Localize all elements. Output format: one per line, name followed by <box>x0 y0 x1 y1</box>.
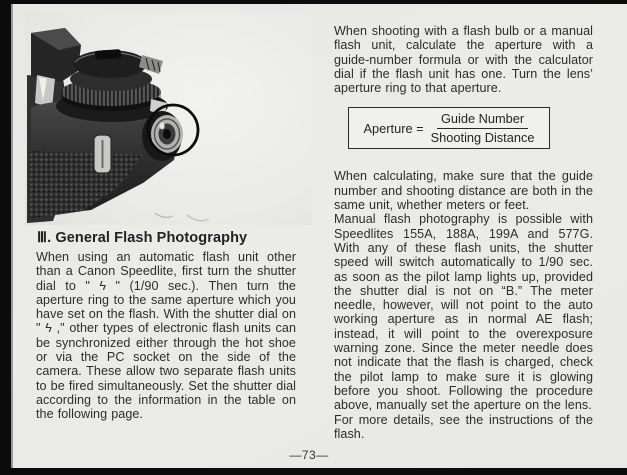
right-paragraph-3: Manual flash photography is possible with Speedlites 155A, 188A, 199A and 577G. With any of these flash units, the shutter speed will switch automatically to 1/90 sec. as soon as the pilot lamp lights up, provided the shutter dial is not on “B.” The meter needle, however, will not point to the auto working aperture as in normal AE flash; instead, it will point to the overexposure warning zone. Since the meter needle does not indicate that the flash is charged, check the pilot lamp to make sure it is glowing before you shoot. Following the procedure above, manually set the aperture on the lens. <box>334 212 593 413</box>
manual-page <box>11 4 627 468</box>
page-number: —73— <box>289 448 329 462</box>
formula-fraction <box>431 111 535 146</box>
left-column-paragraph: When using an automatic flash unit other than a Canon Speedlite, first turn the shutter dial to " ϟ " (1/90 sec.). Then turn the aperture ring to the same aperture which you have set on the flash. With the shutter dial on " ϟ ," other types of electronic flash units can be synchronized either through the hot shoe or via the PC socket on the side of the camera. These allow two separate flash units to be fired simultaneously. Set the shutter dial according to the information in the table on the following page. <box>36 250 296 422</box>
right-paragraph-4: For more details, see the instructions of the flash. <box>334 412 593 441</box>
pc-socket-glint <box>159 123 164 130</box>
formula-denominator: Shooting Distance <box>430 129 535 145</box>
dial-top-tab <box>95 49 122 60</box>
right-paragraph-2: When calculating, make sure that the guide number and shooting distance are both in the same unit, whether meters or feet. <box>334 169 593 213</box>
pc-socket-hole <box>163 129 171 139</box>
formula-lhs: Aperture = <box>363 120 424 136</box>
formula-numerator: Guide Number <box>437 111 528 129</box>
camera-photo <box>25 13 312 225</box>
aperture-formula-box <box>348 107 550 149</box>
right-paragraph-1: When shooting with a flash bulb or a manual flash unit, calculate the aperture with a guide-number formula or with the calculator dial if the flash unit has one. Turn the lens’ aperture ring to that aperture. <box>334 24 593 96</box>
camera-pc-socket-illustration <box>25 13 312 225</box>
right-column <box>334 24 593 441</box>
section-heading: Ⅲ. General Flash Photography <box>37 230 248 246</box>
